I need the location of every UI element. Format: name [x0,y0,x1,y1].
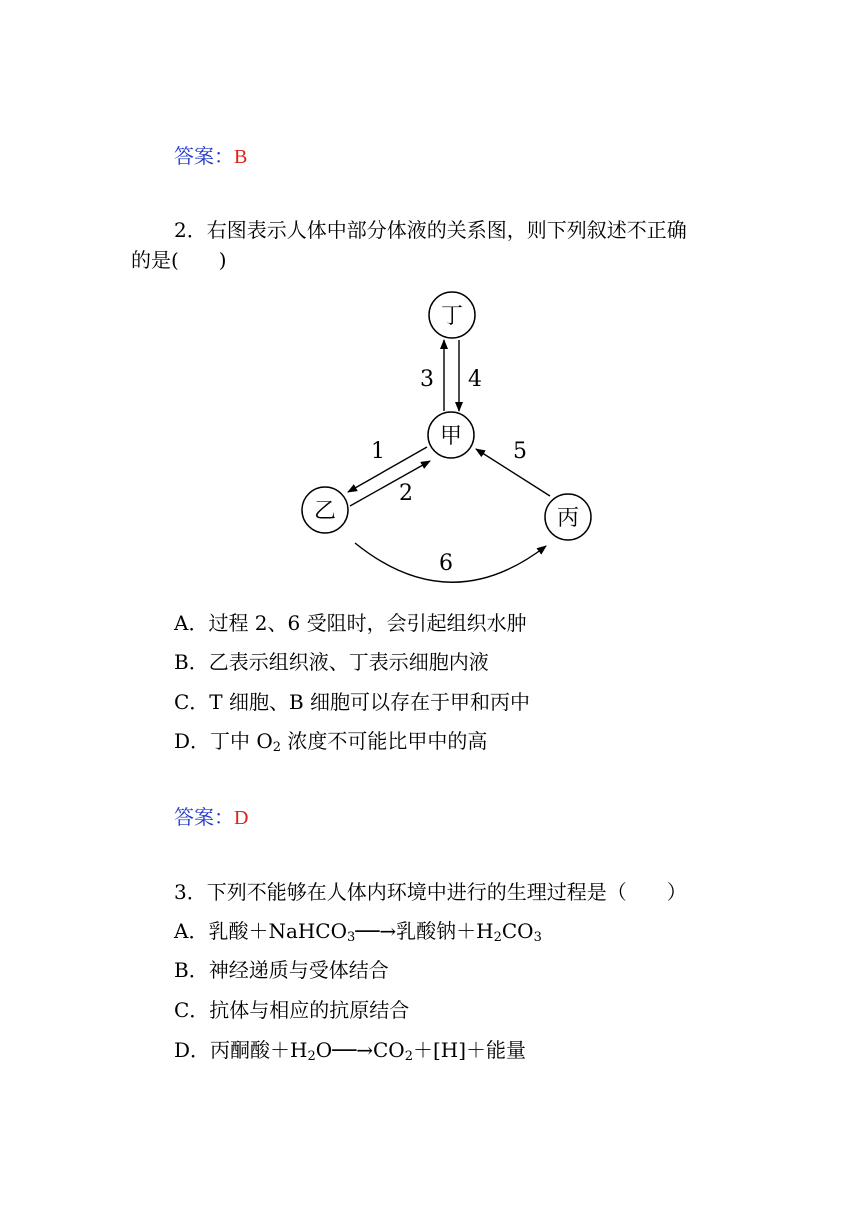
edge-label-6: 6 [439,551,453,576]
question-3-option-d [174,1036,526,1064]
question-3-option-a [174,917,542,945]
answer-value: B [234,146,248,168]
answer-2 [174,803,248,832]
opt-a-part-3: CO [501,919,534,943]
option-d-text-2: 浓度不可能比甲中的高 [281,729,488,753]
opt-a-sub-2: 2 [493,930,502,945]
node-ding [429,292,475,338]
opt-a-sub-3: 3 [533,930,542,945]
opt-a-part-2: ──→乳酸钠＋H [355,919,494,943]
answer-value: D [234,807,249,829]
edge-label-2: 2 [399,481,413,506]
node-bing-label: 丙 [556,506,580,531]
edge-label-5: 5 [513,439,527,464]
option-d-sub: 2 [272,740,282,755]
opt-d-part-2: O──→CO [315,1038,405,1062]
question-2-option-a: A．过程 2、6 受阻时，会引起组织水肿 [174,611,527,635]
node-ding-label: 丁 [440,304,464,329]
question-3-stem: 3．下列不能够在人体内环境中进行的生理过程是（ ） [174,880,687,904]
question-2-stem-line2: 的是( ) [131,248,227,272]
question-3-option-b: B．神经递质与受体结合 [174,958,389,982]
body-fluid-diagram [0,280,860,600]
opt-a-part-1: A．乳酸＋NaHCO [174,919,348,943]
answer-label: 答案： [174,144,234,168]
option-d-text-1: D．丁中 O [174,729,273,753]
node-yi [302,487,348,533]
opt-a-sub-1: 3 [347,930,356,945]
question-3-option-c: C．抗体与相应的抗原结合 [174,998,410,1022]
node-jia-label: 甲 [439,424,463,449]
opt-d-sub-1: 2 [307,1049,316,1064]
node-bing [545,494,591,540]
question-2-option-d [174,727,487,755]
answer-1 [174,142,247,171]
edge-label-4: 4 [468,367,482,392]
opt-d-sub-2: 2 [404,1049,413,1064]
question-2-option-b: B．乙表示组织液、丁表示细胞内液 [174,650,489,674]
node-yi-label: 乙 [313,499,337,524]
node-jia [428,412,474,458]
edge-label-1: 1 [371,439,385,464]
opt-d-part-3: ＋[H]＋能量 [412,1038,527,1062]
opt-d-part-1: D．丙酮酸＋H [174,1038,308,1062]
answer-label: 答案： [174,805,234,829]
question-2-stem-line1: 2．右图表示人体中部分体液的关系图，则下列叙述不正确 [174,218,687,242]
edge-label-3: 3 [420,367,434,392]
question-2-option-c: C．T 细胞、B 细胞可以存在于甲和丙中 [174,690,531,714]
